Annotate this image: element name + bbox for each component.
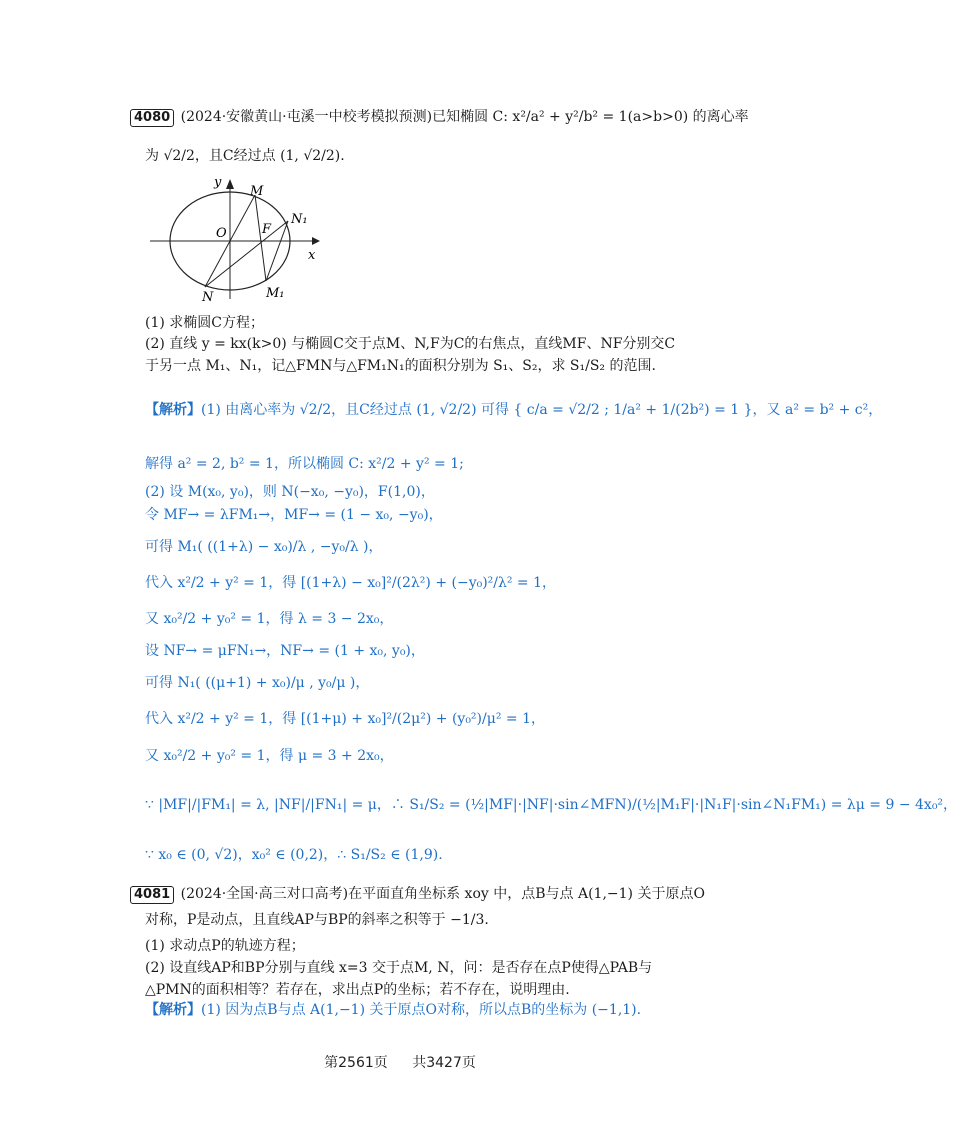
problem-text-cont: 对称，P是动点，且直线AP与BP的斜率之积等于 −1/3. bbox=[145, 912, 489, 928]
problem-text: (2024·全国·高三对口高考)在平面直角坐标系 xoy 中，点B与点 A(1,−1) 关于原点O bbox=[180, 886, 705, 902]
question-2: (2) 设直线AP和BP分别与直线 x=3 交于点M, N，问：是否存在点P使得△PAB与 bbox=[145, 960, 653, 976]
svg-text:M₁: M₁ bbox=[266, 286, 285, 301]
question-1: (1) 求椭圆C方程； bbox=[145, 315, 264, 331]
solution-line: 设 NF→ = μFN₁→，NF→ = (1 + x₀, y₀)， bbox=[145, 643, 425, 659]
solution-line: 可得 M₁( ((1+λ) − x₀)/λ , −y₀/λ )， bbox=[145, 539, 383, 555]
page-number: 第2561页 bbox=[324, 1055, 388, 1071]
problem-4081-header bbox=[130, 884, 705, 904]
svg-text:y: y bbox=[214, 175, 222, 190]
question-2-cont: △PMN的面积相等？若存在，求出点P的坐标；若不存在，说明理由. bbox=[145, 982, 570, 998]
problem-number: 4080 bbox=[130, 109, 174, 127]
solution-tag: 【解析】 bbox=[145, 402, 201, 418]
svg-text:F: F bbox=[262, 222, 272, 237]
ellipse-figure bbox=[140, 175, 330, 305]
solution-tag: 【解析】 bbox=[145, 1002, 201, 1018]
problem-number: 4081 bbox=[130, 886, 174, 904]
solution-line: ∵ |MF|/|FM₁| = λ, |NF|/|FN₁| = μ，∴ S₁/S₂ = (½|MF|·|NF|·sin∠MFN)/(½|M₁F|·|N₁F|·sin∠N₁FM₁) = λμ = 9 − 4x₀²， bbox=[145, 797, 957, 813]
problem-text: (2024·安徽黄山·屯溪一中校考模拟预测)已知椭圆 C: x²/a² + y²/b² = 1(a>b>0) 的离心率 bbox=[180, 109, 749, 125]
question-2: (2) 直线 y = kx(k>0) 与椭圆C交于点M、N,F为C的右焦点，直线MF、NF分别交C bbox=[145, 336, 676, 352]
page-total: 共3427页 bbox=[412, 1055, 476, 1071]
question-2-cont: 于另一点 M₁、N₁，记△FMN与△FM₁N₁的面积分别为 S₁、S₂，求 S₁/S₂ 的范围. bbox=[145, 358, 656, 374]
solution-line: 令 MF→ = λFM₁→，MF→ = (1 − x₀, −y₀)， bbox=[145, 507, 443, 523]
svg-text:N₁: N₁ bbox=[291, 212, 308, 227]
solution-line: 【解析】(1) 因为点B与点 A(1,−1) 关于原点O对称，所以点B的坐标为 (−1,1). bbox=[145, 1002, 642, 1018]
svg-text:N: N bbox=[202, 290, 214, 305]
solution-line: 又 x₀²/2 + y₀² = 1，得 μ = 3 + 2x₀， bbox=[145, 748, 394, 764]
solution-line: 【解析】(1) 由离心率为 √2/2，且C经过点 (1, √2/2) 可得 { c/a = √2/2 ; 1/a² + 1/(2b²) = 1 }，又 a² = b² + c²， bbox=[145, 402, 883, 418]
solution-line: 代入 x²/2 + y² = 1，得 [(1+λ) − x₀]²/(2λ²) + (−y₀)²/λ² = 1， bbox=[145, 575, 557, 591]
svg-text:x: x bbox=[308, 248, 316, 263]
solution-line: 解得 a² = 2, b² = 1，所以椭圆 C: x²/2 + y² = 1; bbox=[145, 456, 464, 472]
solution-line: ∵ x₀ ∈ (0, √2)，x₀² ∈ (0,2)，∴ S₁/S₂ ∈ (1,9). bbox=[145, 847, 443, 863]
svg-text:O: O bbox=[216, 226, 227, 241]
solution-line: 代入 x²/2 + y² = 1，得 [(1+μ) + x₀]²/(2μ²) + (y₀²)/μ² = 1， bbox=[145, 711, 545, 727]
solution-line: (2) 设 M(x₀, y₀)，则 N(−x₀, −y₀)，F(1,0)， bbox=[145, 484, 435, 500]
solution-line: 又 x₀²/2 + y₀² = 1，得 λ = 3 − 2x₀， bbox=[145, 611, 394, 627]
problem-text-cont: 为 √2/2，且C经过点 (1, √2/2). bbox=[145, 148, 345, 164]
question-1: (1) 求动点P的轨迹方程； bbox=[145, 938, 305, 954]
solution-line: 可得 N₁( ((μ+1) + x₀)/μ , y₀/μ )， bbox=[145, 675, 370, 691]
problem-4080-header bbox=[130, 107, 749, 127]
page-footer bbox=[0, 1052, 800, 1072]
svg-text:M: M bbox=[250, 184, 264, 199]
